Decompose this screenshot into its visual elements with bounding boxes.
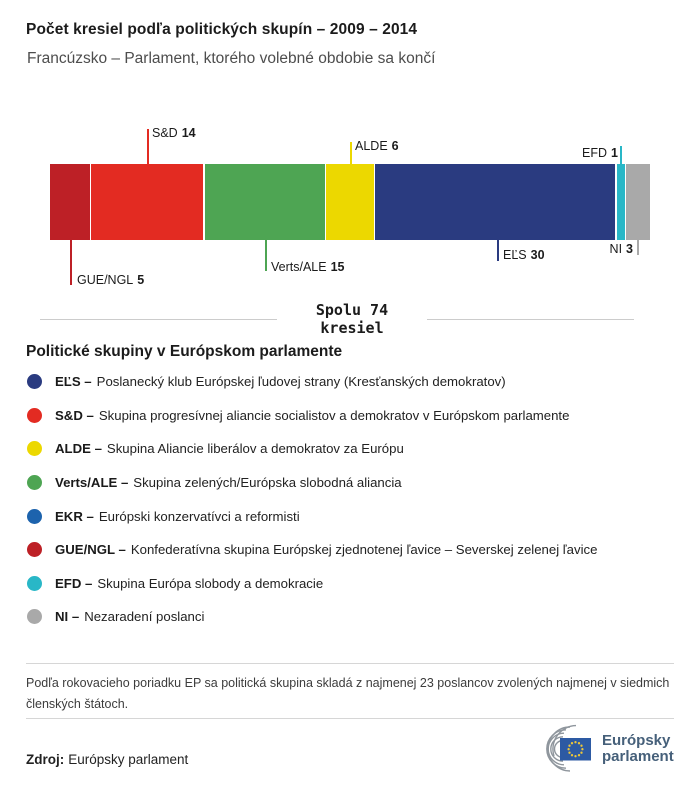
ekr-dot-icon (27, 509, 42, 524)
total-seats-line2: kresiel (320, 319, 384, 337)
callout-gue-value: 5 (137, 273, 145, 287)
hemicycle-eu-flag-icon (526, 724, 596, 774)
logo-text (602, 733, 674, 765)
callout-alde (355, 139, 399, 153)
callout-ni-value: 3 (626, 242, 633, 256)
footnote-divider-bottom (26, 718, 674, 719)
legend-item-snd (26, 399, 686, 433)
legend-ni-desc: Nezaradení poslanci (84, 609, 205, 625)
legend-verts-label: Verts/ALE – (55, 475, 129, 491)
legend-els-label: EĽS – (55, 374, 92, 390)
legend-item-gue (26, 533, 686, 567)
callout-els (503, 248, 545, 262)
total-seats-label (288, 301, 416, 337)
callout-ni-label: NI (609, 242, 623, 256)
callout-verts-value: 15 (330, 260, 345, 274)
bar-segment-alde (326, 164, 374, 240)
legend-ekr-label: EKR – (55, 508, 94, 524)
alde-dot-icon (27, 441, 42, 456)
legend-alde-desc: Skupina Aliancie liberálov a demokratov za Európu (106, 441, 404, 457)
source-line (26, 752, 188, 767)
legend-els-desc: Poslanecký klub Európskej ľudovej strany (Kresťanských demokratov) (96, 374, 506, 390)
bar-segment-efd (617, 164, 625, 240)
ni-dot-icon (27, 609, 42, 624)
callout-line-snd (147, 129, 149, 164)
logo-text-line1: Európsky (602, 732, 671, 749)
snd-dot-icon (27, 408, 42, 423)
callout-gue-label: GUE/NGL (77, 273, 134, 287)
legend-efd-desc: Skupina Európa slobody a demokracie (97, 575, 324, 591)
legend-gue-label: GUE/NGL – (55, 542, 126, 558)
bar-segment-ni (626, 164, 650, 240)
legend (26, 365, 686, 634)
bar-segment-snd (91, 164, 203, 240)
page-subtitle: Francúzsko – Parlament, ktorého volebné obdobie sa končí (27, 50, 436, 67)
callout-els-label: EĽS (503, 248, 527, 262)
legend-snd-desc: Skupina progresívnej aliancie socialistov a demokratov v Európskom parlamente (98, 407, 570, 423)
callout-line-ni (637, 240, 639, 255)
legend-alde-label: ALDE – (55, 441, 102, 457)
callout-els-value: 30 (530, 248, 545, 262)
source-value: Európsky parlament (68, 752, 189, 767)
footnote: Podľa rokovacieho poriadku EP sa politická skupina skladá z najmenej 23 poslancov zvolených najmenej v siedmich členských štátoch. (26, 676, 670, 711)
legend-heading: Politické skupiny v Európskom parlamente (26, 343, 343, 360)
callout-verts-label: Verts/ALE (271, 260, 327, 274)
legend-item-efd (26, 567, 686, 601)
callout-line-gue (70, 240, 72, 285)
bar-segment-gue (50, 164, 90, 240)
callout-line-verts (265, 240, 267, 271)
callout-verts (271, 260, 345, 274)
callout-efd (538, 146, 618, 160)
els-dot-icon (27, 374, 42, 389)
legend-item-alde (26, 432, 686, 466)
callout-line-els (497, 240, 499, 261)
seats-stacked-bar (50, 164, 650, 240)
total-divider-right (427, 319, 634, 320)
footnote-divider-top (26, 663, 674, 664)
callout-snd (152, 126, 196, 140)
legend-item-ekr (26, 499, 686, 533)
legend-efd-label: EFD – (55, 575, 93, 591)
legend-item-verts (26, 466, 686, 500)
gue-dot-icon (27, 542, 42, 557)
verts-dot-icon (27, 475, 42, 490)
efd-dot-icon (27, 576, 42, 591)
legend-gue-desc: Konfederatívna skupina Európskej zjednotenej ľavice – Severskej zelenej ľavice (130, 542, 598, 558)
callout-alde-value: 6 (391, 139, 399, 153)
legend-item-ni (26, 600, 686, 634)
logo-text-line2: parlament (602, 748, 674, 765)
callout-gue (77, 273, 144, 287)
callout-snd-label: S&D (152, 126, 178, 140)
legend-verts-desc: Skupina zelených/Európska slobodná aliancia (133, 475, 402, 491)
callout-line-efd (620, 146, 622, 164)
callout-efd-value: 1 (611, 146, 618, 160)
bar-segment-els (375, 164, 615, 240)
callout-alde-label: ALDE (355, 139, 388, 153)
total-seats-line1: Spolu 74 (315, 301, 389, 319)
bar-segment-verts (205, 164, 325, 240)
europarl-logo (526, 724, 674, 774)
total-divider-left (40, 319, 277, 320)
callout-line-alde (350, 142, 352, 164)
legend-ni-label: NI – (55, 609, 80, 625)
callout-snd-value: 14 (181, 126, 196, 140)
legend-item-els (26, 365, 686, 399)
callout-ni (553, 242, 633, 256)
legend-ekr-desc: Európski konzervatívci a reformisti (98, 508, 300, 524)
callout-efd-label: EFD (582, 146, 608, 160)
legend-snd-label: S&D – (55, 407, 94, 423)
source-label: Zdroj: (26, 752, 65, 767)
page-title: Počet kresiel podľa politických skupín – 2009 – 2014 (26, 21, 418, 38)
